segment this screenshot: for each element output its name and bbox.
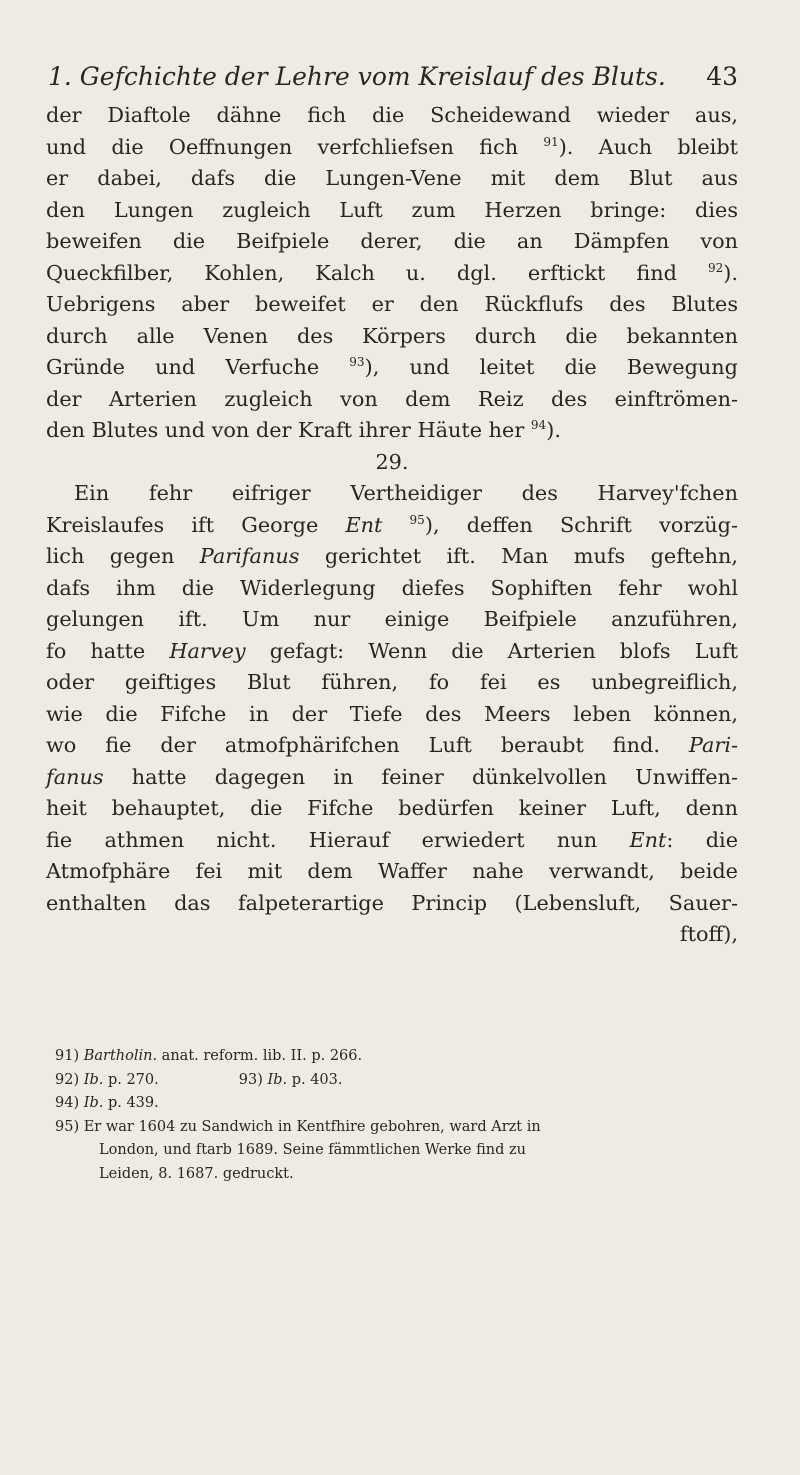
text-line: fo hatte Harvey gefagt: Wenn die Arterien blofs Luft bbox=[46, 638, 739, 663]
text-line: lich gegen Parifanus gerichtet ift. Man mufs geftehn, bbox=[46, 544, 738, 568]
footnote-91: 91) Bartholin. anat. reform. lib. II. p. 266. bbox=[55, 1048, 363, 1064]
text-line: ftoff), bbox=[679, 922, 738, 946]
text-line: der Arterien zugleich von dem Reiz des einftrömen- bbox=[46, 386, 738, 411]
text-line: oder geiftiges Blut führen, fo fei es unbegreiflich, bbox=[46, 670, 738, 694]
text-line: beweifen die Beifpiele derer, die an Dämpfen von bbox=[46, 229, 738, 253]
text-line: Ein fehr eifriger Vertheidiger des Harvey'fchen bbox=[74, 481, 738, 505]
text-line: gelungen ift. Um nur einige Beifpiele anzuführen, bbox=[46, 607, 738, 631]
text-line: den Lungen zugleich Luft zum Herzen bringe: dies bbox=[46, 197, 738, 222]
text-line: der Diaftole dähne fich die Scheidewand wieder aus, bbox=[46, 103, 738, 127]
text-line: Queckfilber, Kohlen, Kalch u. dgl. erftickt find $^{92}$). bbox=[46, 260, 738, 285]
footnote-ref: 94 bbox=[530, 418, 547, 433]
footnote-92-93: 92) Ib. p. 270. 93) Ib. p. 403. bbox=[55, 1071, 343, 1088]
text-line: Atmofphäre fei mit dem Waffer nahe verwandt, beide bbox=[46, 859, 738, 883]
text-line: er dabei, dafs die Lungen-Vene mit dem Blut aus bbox=[46, 166, 738, 190]
text-line: fie athmen nicht. Hierauf erwiedert nun Ent: die bbox=[46, 827, 739, 852]
section-number: 29. bbox=[375, 449, 409, 474]
text-line: durch alle Venen des Körpers durch die bekannten bbox=[46, 323, 738, 348]
text-line: Gründe und Verfuche $^{93}$), und leitet die Bewegung bbox=[46, 355, 738, 379]
text-line: dafs ihm die Widerlegung diefes Sophiften fehr wohl bbox=[46, 575, 738, 600]
footnote-ref: 92 bbox=[707, 260, 724, 275]
text-line: wo fie der atmofphärifchen Luft beraubt find. Pari- bbox=[46, 733, 738, 757]
text-line: wie die Fifche in der Tiefe des Meers leben können, bbox=[46, 701, 738, 726]
page-number: 43 bbox=[706, 62, 738, 91]
footnote-95-continued: London, und ftarb 1689. Seine fämmtlichen Werke find zu bbox=[99, 1142, 526, 1159]
text-line: und die Oeffnungen verfchliefsen fich $^{91}$). Auch bleibt bbox=[46, 134, 739, 159]
text-line: Uebrigens aber beweifet er den Rückflufs des Blutes bbox=[46, 292, 738, 316]
footnotes bbox=[55, 1045, 745, 1187]
footnote-95-continued: Leiden, 8. 1687. gedruckt. bbox=[99, 1165, 294, 1182]
text-line: Kreislaufes ift George Ent $^{95}$), deffen Schrift vorzüg- bbox=[46, 512, 738, 537]
text-line: heit behauptet, die Fifche bedürfen keiner Luft, denn bbox=[46, 796, 738, 820]
footnote-94: 94) Ib. p. 439. bbox=[55, 1095, 159, 1112]
footnote-95: 95) Er war 1604 zu Sandwich in Kentfhire gebohren, ward Arzt in bbox=[55, 1118, 541, 1135]
footnote-ref: 95 bbox=[409, 512, 425, 527]
footnote-ref: 93 bbox=[349, 355, 365, 370]
text-line: enthalten das falpeterartige Princip (Lebensluft, Sauer- bbox=[46, 890, 738, 915]
text-line: fanus hatte dagegen in feiner dünkelvollen Unwiffen- bbox=[46, 764, 738, 789]
text-line: den Blutes und von der Kraft ihrer Häute her $^{94}$). bbox=[46, 418, 561, 442]
footnote-ref: 91 bbox=[543, 134, 559, 149]
running-header bbox=[48, 62, 738, 91]
chapter-title: 1. Gefchichte der Lehre vom Kreislauf des Bluts. bbox=[48, 62, 666, 91]
main-text bbox=[46, 100, 738, 951]
